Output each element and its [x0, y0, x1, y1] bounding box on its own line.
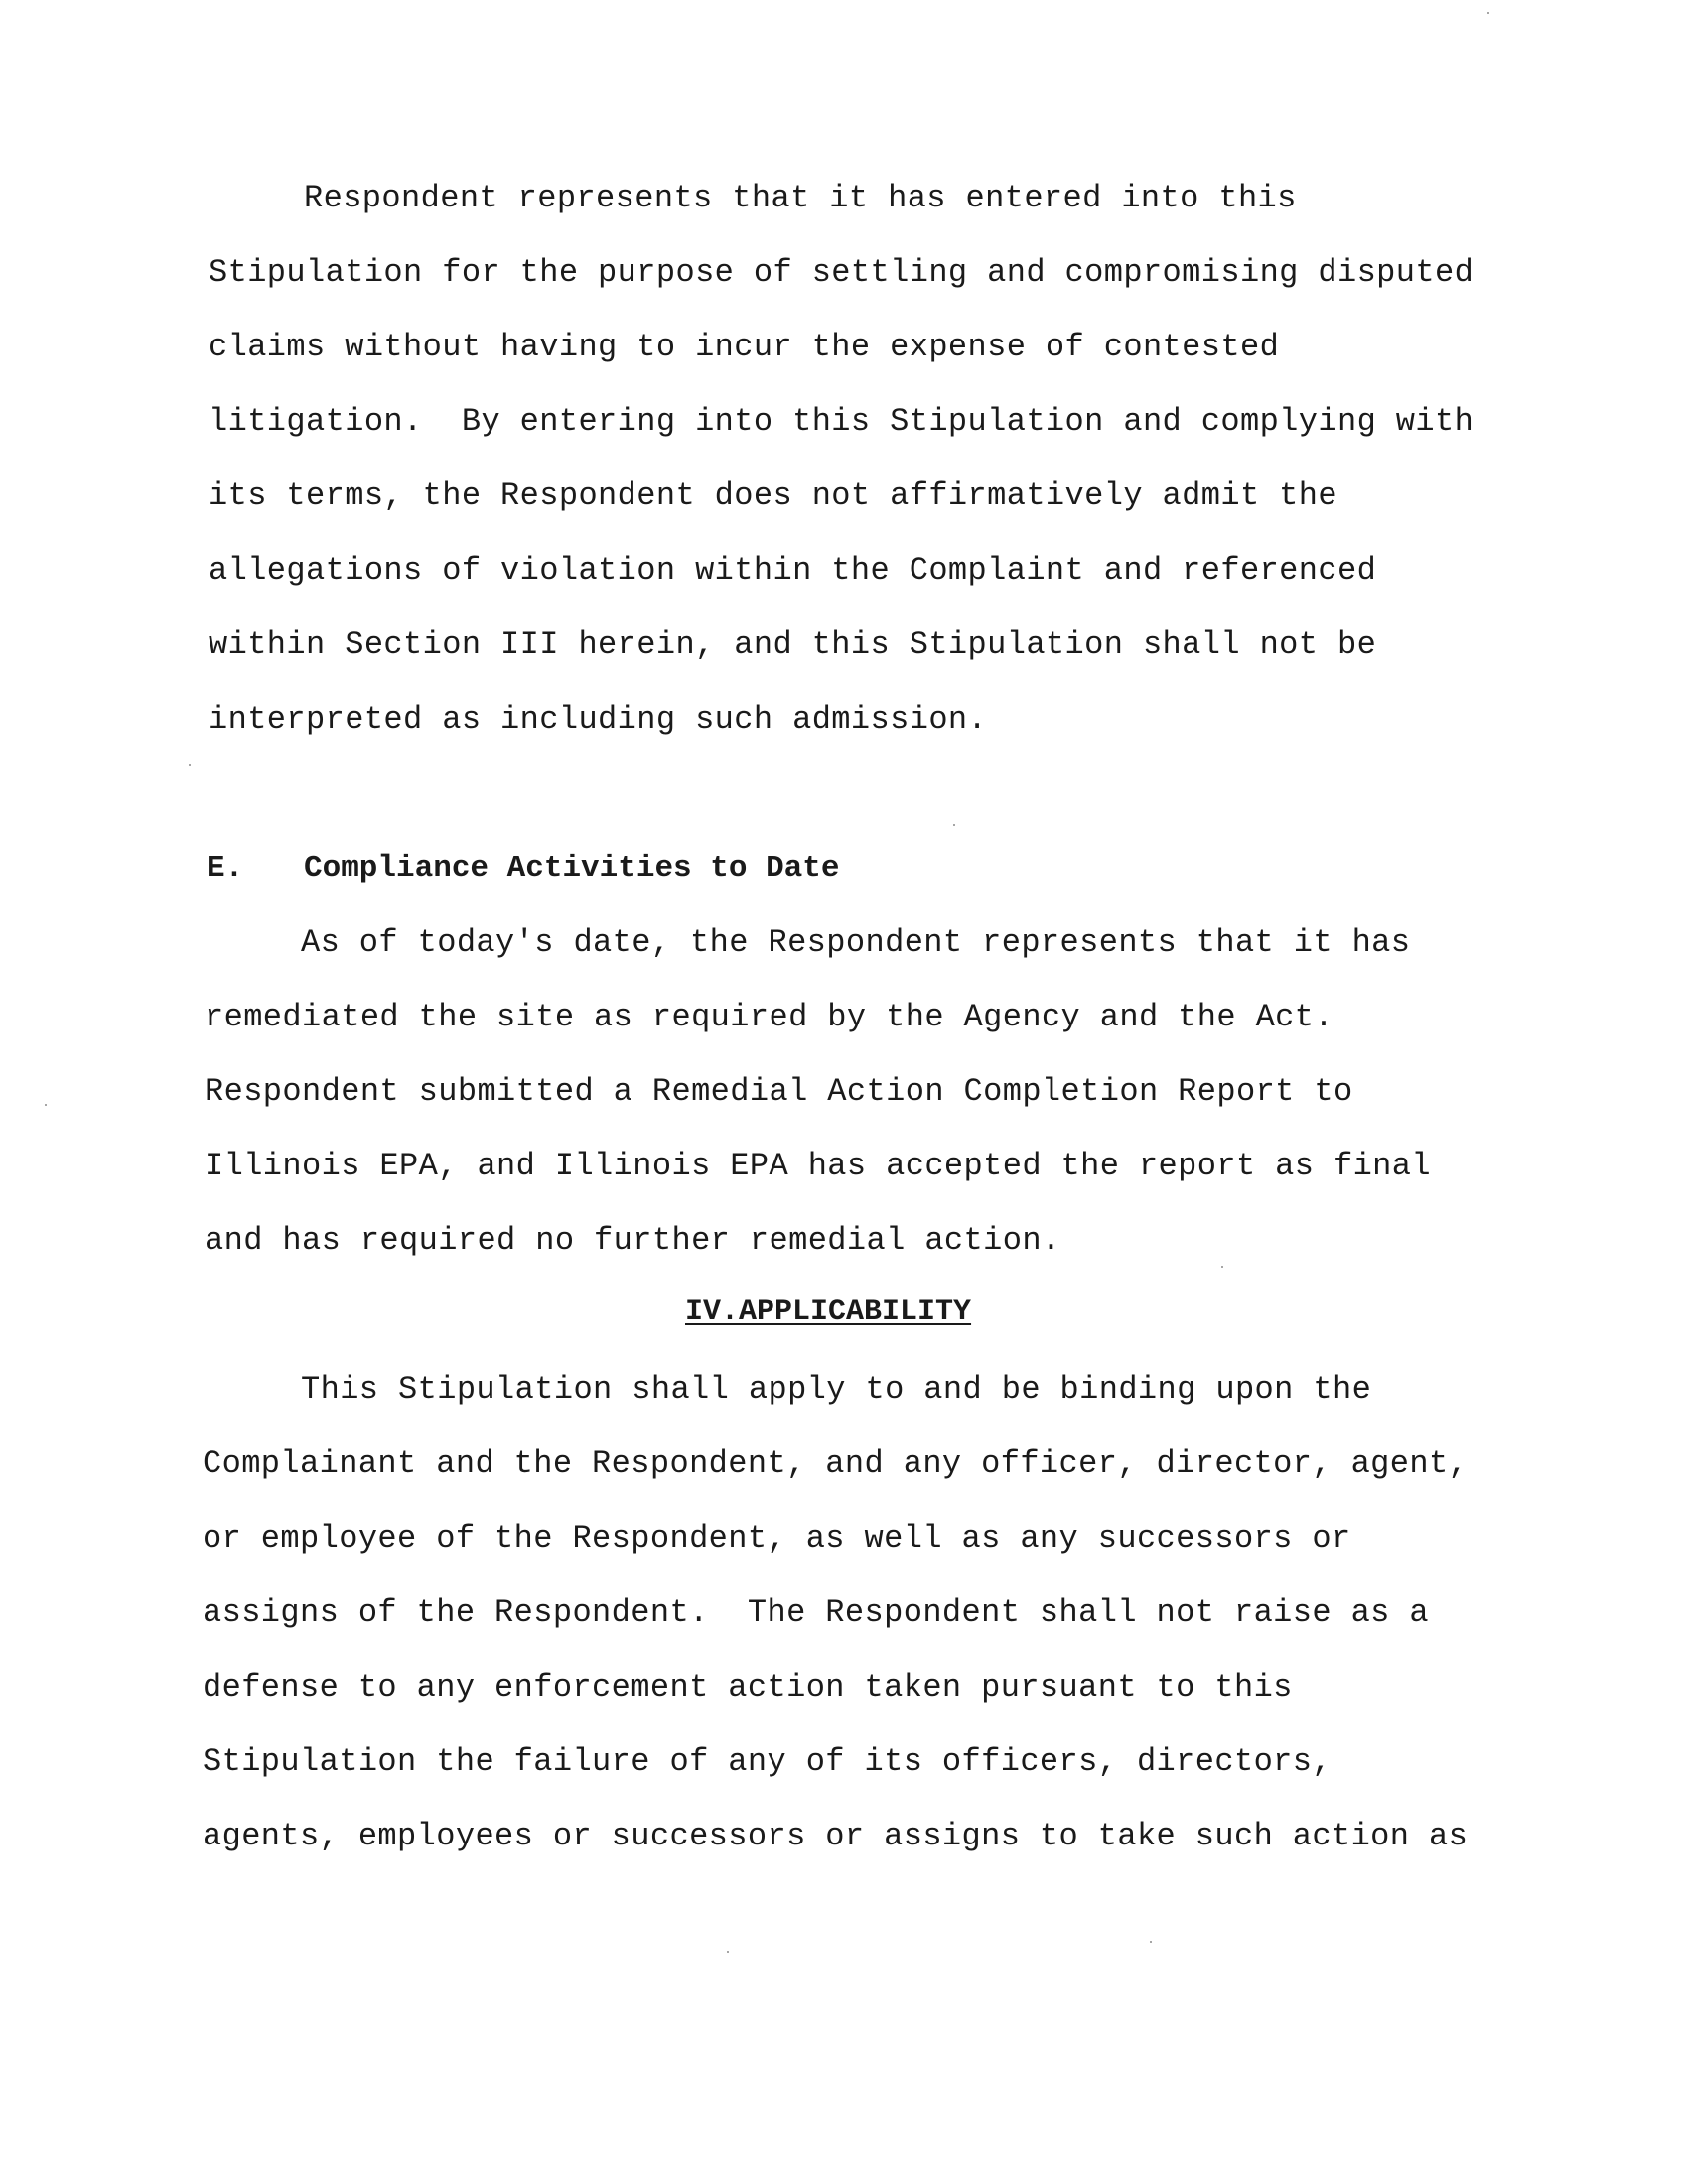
- text-line: within Section III herein, and this Stipulation shall not be: [209, 626, 1377, 663]
- scan-speck: [1221, 1266, 1223, 1268]
- scan-speck: [45, 1104, 47, 1106]
- text-line: its terms, the Respondent does not affirmatively admit the: [209, 478, 1337, 514]
- text-line: defense to any enforcement action taken pursuant to this: [203, 1669, 1293, 1706]
- text-line: claims without having to incur the expense of contested: [209, 329, 1280, 365]
- text-line: Complainant and the Respondent, and any officer, director, agent,: [203, 1445, 1469, 1482]
- text-line: Stipulation for the purpose of settling and compromising disputed: [209, 254, 1474, 291]
- scan-speck: [727, 1951, 729, 1953]
- text-line: and has required no further remedial action.: [205, 1222, 1061, 1259]
- scan-speck: [189, 764, 191, 766]
- text-line: remediated the site as required by the Agency and the Act.: [205, 999, 1333, 1035]
- text-line: agents, employees or successors or assigns to take such action as: [203, 1818, 1469, 1854]
- section-e-title: Compliance Activities to Date: [304, 851, 840, 886]
- text-line: Respondent represents that it has entered into this: [304, 180, 1297, 216]
- text-line: interpreted as including such admission.: [209, 701, 988, 738]
- text-line: As of today's date, the Respondent represents that it has: [301, 924, 1411, 961]
- scan-speck: [953, 824, 955, 826]
- text-line: allegations of violation within the Complaint and referenced: [209, 552, 1377, 589]
- text-line: This Stipulation shall apply to and be binding upon the: [301, 1371, 1372, 1408]
- scan-speck: [1150, 1941, 1152, 1943]
- section-e-letter: E.: [207, 851, 244, 886]
- section-iv-title: IV.APPLICABILITY: [685, 1296, 972, 1329]
- text-line: assigns of the Respondent. The Respondent shall not raise as a: [203, 1594, 1429, 1631]
- scan-speck: [1487, 12, 1489, 14]
- text-line: litigation. By entering into this Stipulation and complying with: [209, 403, 1474, 440]
- text-line: Respondent submitted a Remedial Action Completion Report to: [205, 1073, 1353, 1110]
- text-line: Illinois EPA, and Illinois EPA has accepted the report as final: [205, 1148, 1431, 1184]
- text-line: Stipulation the failure of any of its officers, directors,: [203, 1743, 1332, 1780]
- text-line: or employee of the Respondent, as well as any successors or: [203, 1520, 1351, 1557]
